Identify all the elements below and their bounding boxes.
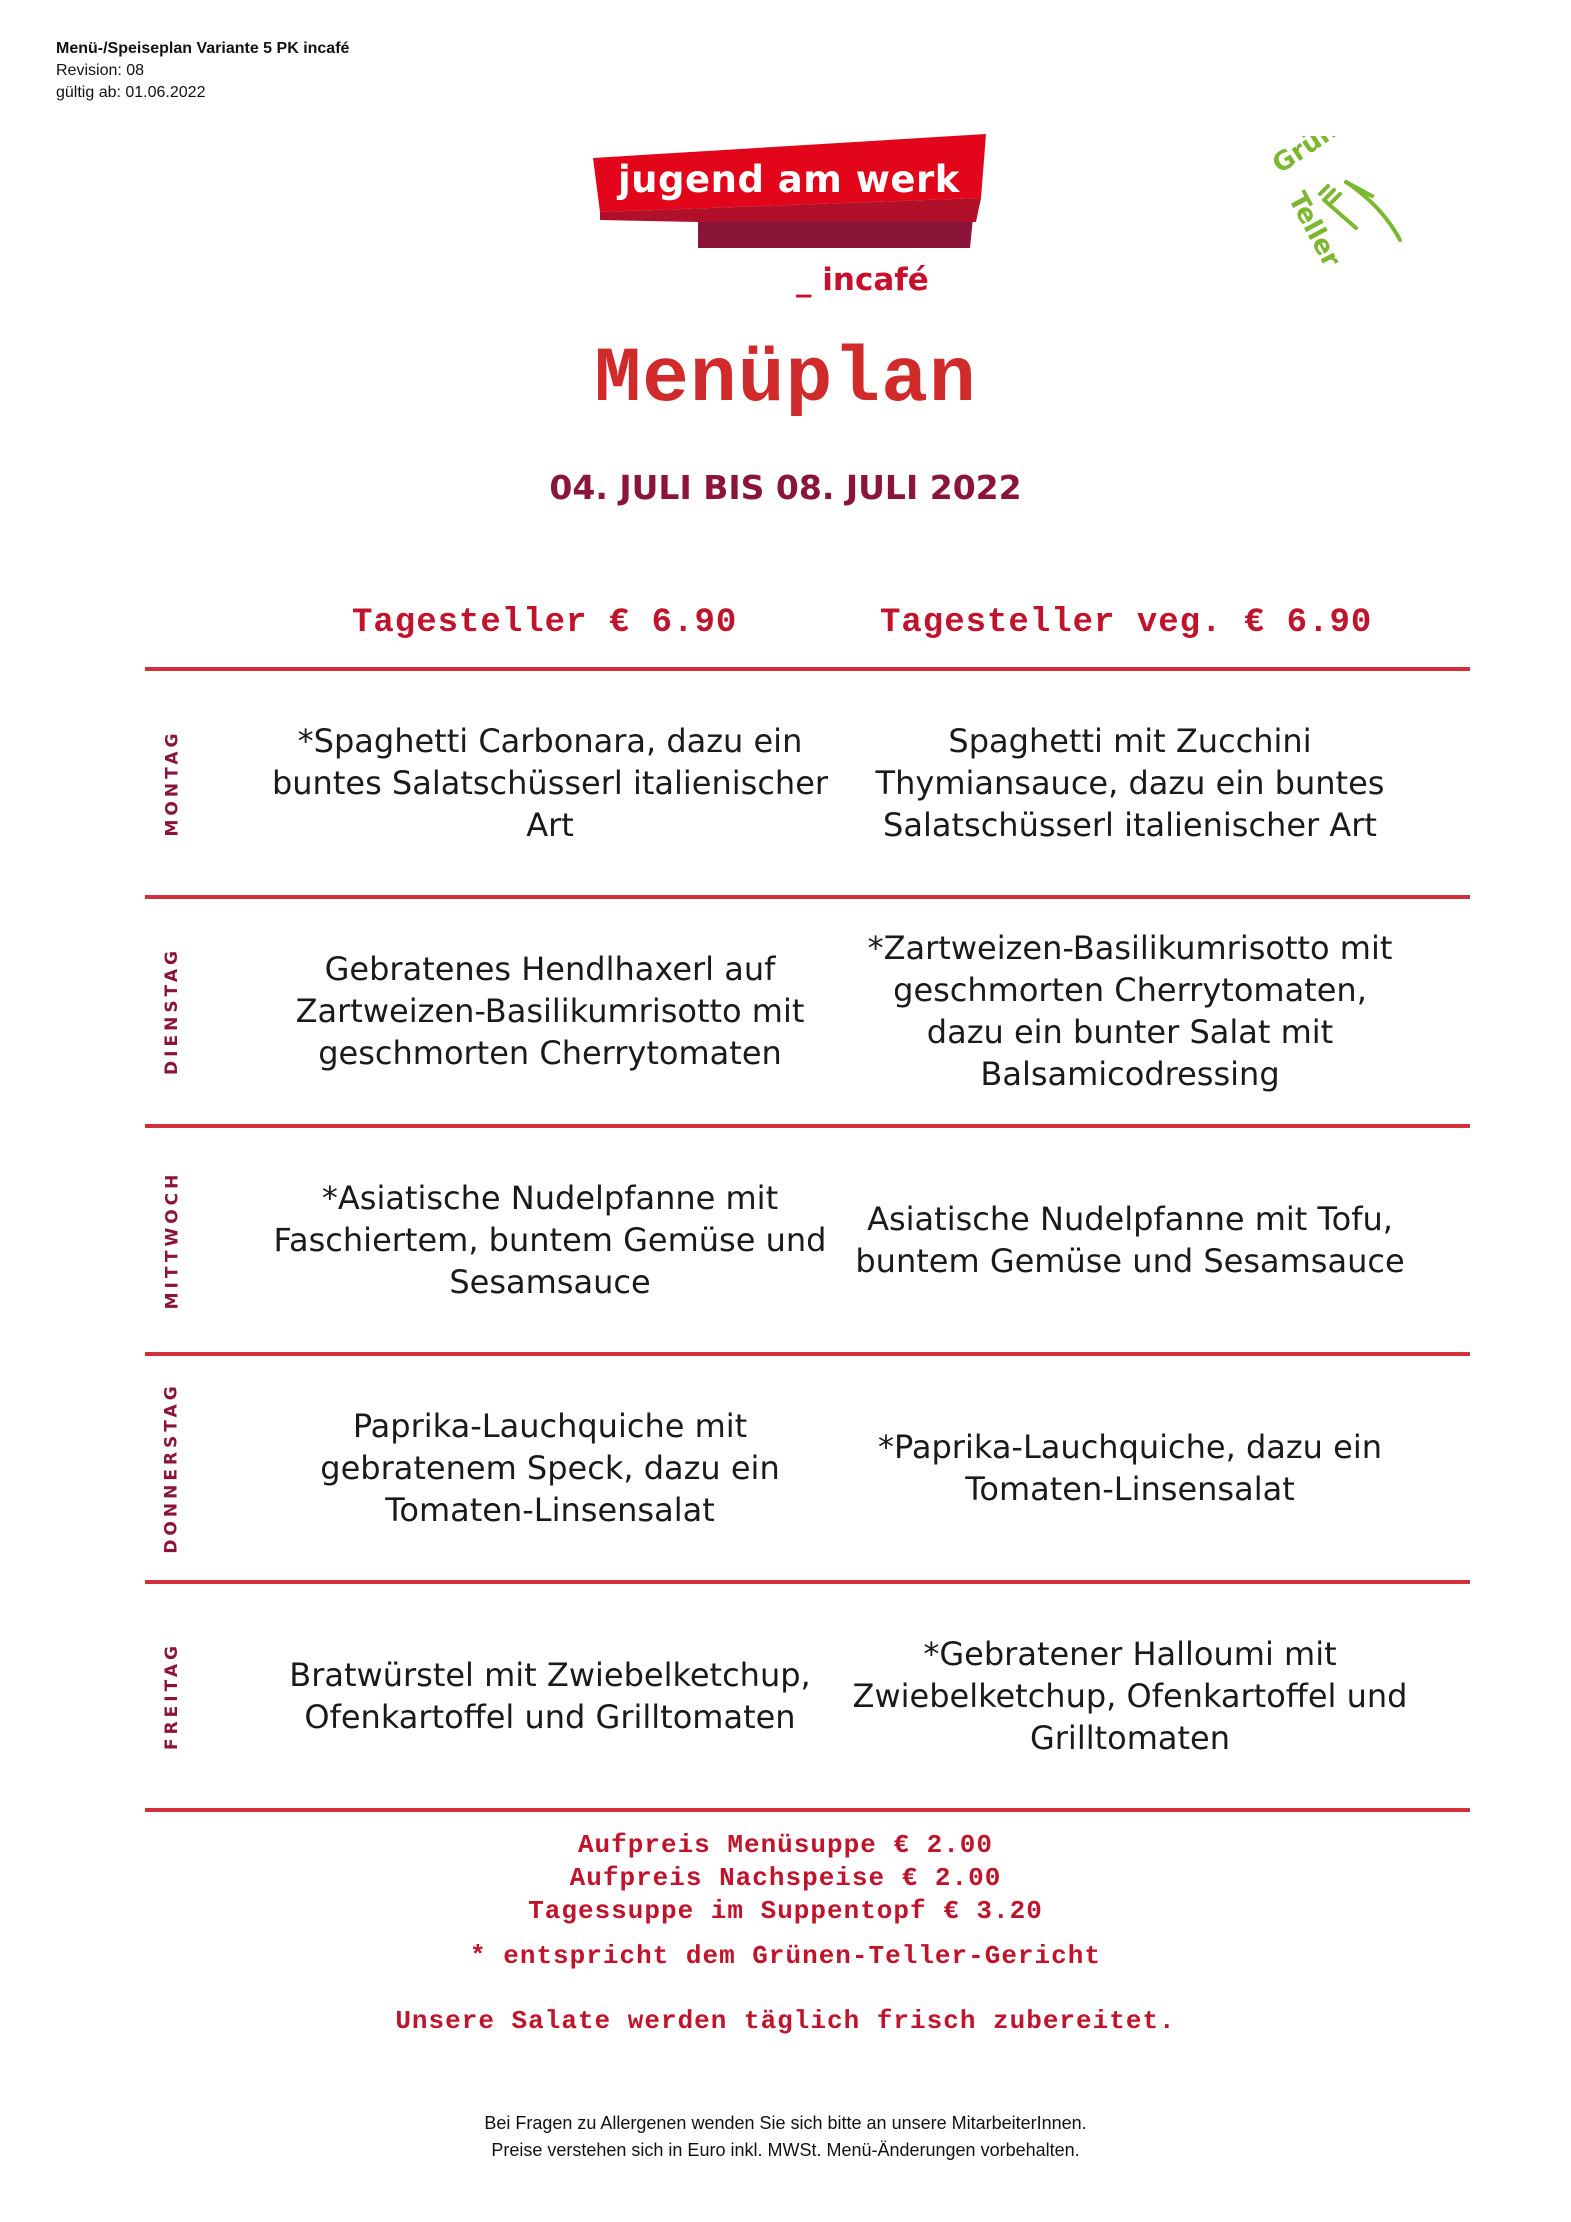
badge-word-teller: Teller — [1281, 187, 1346, 273]
menu-cell-veg: *Paprika-Lauchquiche, dazu ein Tomaten-Linsensalat — [878, 1428, 1382, 1508]
day-label — [142, 1368, 202, 1568]
cutlery-icon — [1262, 136, 1422, 276]
salad-note: Unsere Salate werden täglich frisch zubereitet. — [395, 2006, 1176, 2036]
revision-text: Revision: 08 — [56, 62, 145, 79]
gruener-teller-badge — [1262, 136, 1422, 276]
day-label — [142, 1596, 202, 1796]
menu-cell-meat: Bratwürstel mit Zwiebelketchup, Ofenkartoffel und Grilltomaten — [289, 1656, 811, 1736]
day-label — [142, 683, 202, 883]
green-plate-note: * entspricht dem Grünen-Teller-Gericht — [470, 1941, 1101, 1971]
menu-soup-price: Aufpreis Menüsuppe € 2.00 — [577, 1830, 994, 1860]
footer-note — [0, 2110, 1571, 2164]
page-title: Menüplan — [594, 336, 977, 424]
day-name: DONNERSTAG — [162, 1382, 183, 1554]
day-name: MONTAG — [162, 729, 183, 837]
logo-sub-text: _ incafé — [796, 262, 929, 298]
day-name: DIENSTAG — [162, 947, 183, 1075]
menu-cell-veg: *Zartweizen-Basilikumrisotto mit geschmorten Cherrytomaten, dazu ein bunter Salat mit Balsamicodressing — [867, 929, 1393, 1093]
menu-cell-meat: Paprika-Lauchquiche mit gebratenem Speck, dazu ein Tomaten-Linsensalat — [320, 1407, 780, 1529]
dessert-price: Aufpreis Nachspeise € 2.00 — [569, 1863, 1002, 1893]
menu-cell-veg: Spaghetti mit Zucchini Thymiansauce, dazu ein buntes Salatschüsserl italienischer Art — [875, 722, 1385, 844]
document-header — [56, 38, 349, 104]
menu-cell-meat: Gebratenes Hendlhaxerl auf Zartweizen-Basilikumrisotto mit geschmorten Cherrytomaten — [295, 950, 805, 1072]
document-title: Menü-/Speiseplan Variante 5 PK incafé — [56, 40, 350, 57]
menu-cell-veg: *Gebratener Halloumi mit Zwiebelketchup, Ofenkartoffel und Grilltomaten — [852, 1635, 1408, 1757]
day-label — [142, 1140, 202, 1340]
soup-pot-price: Tagessuppe im Suppentopf € 3.20 — [528, 1896, 1043, 1926]
badge-word-gruener: Grüner — [1267, 136, 1369, 180]
menu-cell-meat: *Asiatische Nudelpfanne mit Faschiertem, buntem Gemüse und Sesamsauce — [273, 1179, 827, 1301]
valid-from-text: gültig ab: 01.06.2022 — [56, 84, 206, 101]
column-header-meat: Tagesteller € 6.90 — [352, 604, 738, 642]
price-note: Preise verstehen sich in Euro inkl. MWSt. Menü-Änderungen vorbehalten. — [491, 2140, 1080, 2160]
column-header-veg: Tagesteller veg. € 6.90 — [880, 604, 1373, 642]
menu-cell-meat: *Spaghetti Carbonara, dazu ein buntes Salatschüsserl italienischer Art — [271, 722, 829, 844]
logo-main-text: jugend am werk _ — [618, 158, 960, 244]
menu-cell-veg: Asiatische Nudelpfanne mit Tofu, buntem Gemüse und Sesamsauce — [855, 1200, 1405, 1280]
day-name: MITTWOCH — [162, 1170, 183, 1310]
day-label — [142, 911, 202, 1111]
day-name: FREITAG — [162, 1641, 182, 1751]
allergen-note: Bei Fragen zu Allergenen wenden Sie sich bitte an unsere MitarbeiterInnen. — [484, 2113, 1087, 2133]
date-range: 04. JULI BIS 08. JULI 2022 — [549, 468, 1022, 507]
jugend-am-werk-logo — [588, 130, 988, 300]
